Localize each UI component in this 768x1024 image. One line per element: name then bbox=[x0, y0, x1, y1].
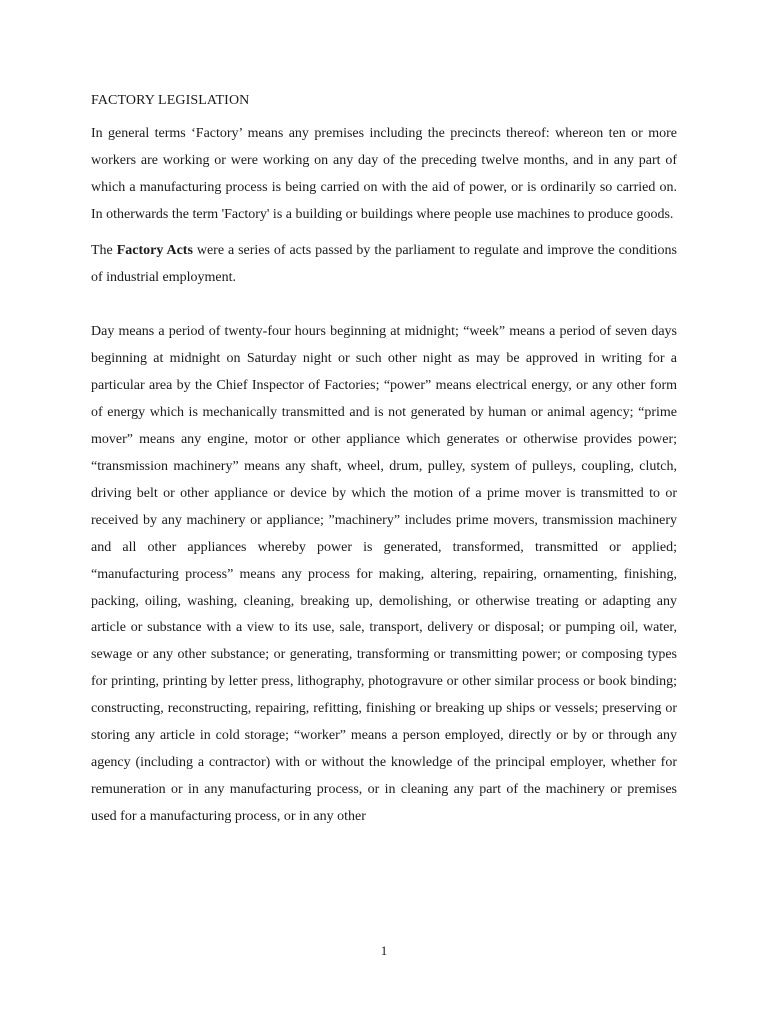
document-page bbox=[91, 91, 677, 831]
factory-acts-bold-term: Factory Acts bbox=[116, 242, 193, 258]
paragraph-factory-acts bbox=[91, 238, 677, 292]
paragraph-definitions: Day means a period of twenty-four hours beginning at midnight; “week” means a period of seven days beginning at midnight on Saturday night or such other night as may be approved in writing for a particular area by the Chief Inspector of Factories; “power” means electrical energy, or any other form of energy which is mechanically transmitted and is not generated by human or animal agency; “prime mover” means any engine, motor or other appliance which generates or otherwise provides power; “transmission machinery” means any shaft, wheel, drum, pulley, system of pulleys, coupling, clutch, driving belt or other appliance or device by which the motion of a prime mover is transmitted to or received by any machinery or appliance; ”machinery” includes prime movers, transmission machinery and all other appliances whereby power is generated, transformed, transmitted or applied; “manufacturing process” means any process for making, altering, repairing, ornamenting, finishing, packing, oiling, washing, cleaning, breaking up, demolishing, or otherwise treating or adapting any article or substance with a view to its use, sale, transport, delivery or disposal; or pumping oil, water, sewage or any other substance; or generating, transforming or transmitting power; or composing types for printing, printing by letter press, lithography, photogravure or other similar process or book binding; constructing, reconstructing, repairing, refitting, finishing or breaking up ships or vessels; preserving or storing any article in cold storage; “worker” means a person employed, directly or by or through any agency (including a contractor) with or without the knowledge of the principal employer, whether for remuneration or in any manufacturing process, or in cleaning any part of the machinery or premises used for a manufacturing process, or in any other bbox=[91, 324, 677, 824]
paragraph-factory-acts-suffix: were a series of acts passed by the parliament to regulate and improve the conditions of industrial employment. bbox=[91, 242, 677, 285]
document-heading: FACTORY LEGISLATION bbox=[91, 93, 250, 108]
paragraph-factory-acts-prefix: The bbox=[91, 242, 117, 258]
paragraph-factory-definition: In general terms ‘Factory’ means any premises including the precincts thereof: whereon ten or more workers are working or were working on any day of the preceding twelve months, and in any part of which a manufacturing process is being carried on with the aid of power, or is ordinarily so carried on. In otherwards the term 'Factory' is a building or buildings where people use machines to produce goods. bbox=[91, 126, 677, 222]
page-number: 1 bbox=[380, 943, 388, 958]
